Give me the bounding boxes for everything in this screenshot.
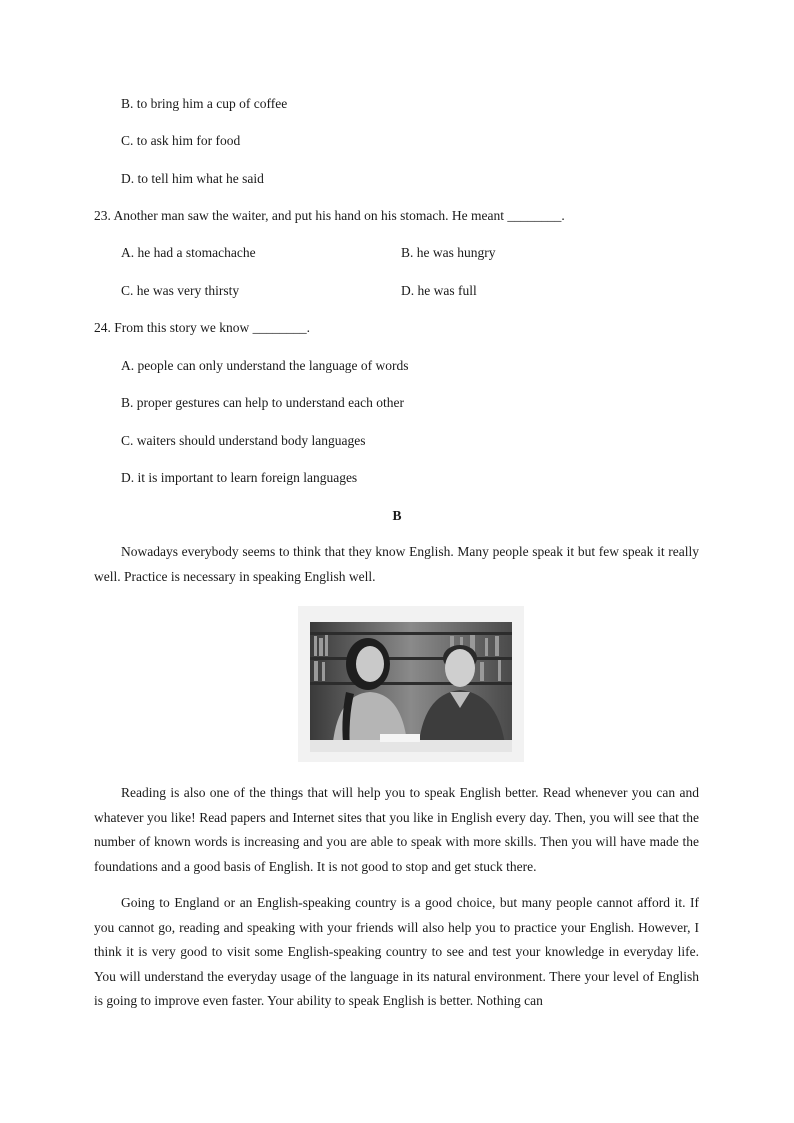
- q24-stem: 24. From this story we know ________.: [94, 320, 310, 335]
- q24-option-d: D. it is important to learn foreign languages: [121, 470, 358, 485]
- q22-option-c: C. to ask him for food: [121, 133, 241, 148]
- q24-option-b: B. proper gestures can help to understand each other: [121, 395, 405, 410]
- q24-option-c: C. waiters should understand body languages: [121, 433, 366, 448]
- passage-photo: [298, 606, 524, 762]
- passage-paragraph-2: Reading is also one of the things that will help you to speak English better. Read whenever you can and whatever you like! Read papers and Internet sites that you like in English every day. Then, you will see that the number of known words is increasing and you are able to speak with more skills. Then you will have made the foundations and a good basis of English. It is not good to stop and get stuck there.: [94, 785, 699, 874]
- section-b-heading: B: [392, 508, 402, 523]
- q23-stem: 23. Another man saw the waiter, and put his hand on his stomach. He meant ________.: [94, 208, 565, 223]
- q23-option-b: B. he was hungry: [401, 245, 496, 260]
- photo-illustration: [310, 622, 512, 752]
- q23-option-d: D. he was full: [401, 283, 477, 298]
- q23-option-a: A. he had a stomachache: [121, 245, 256, 260]
- q22-option-d: D. to tell him what he said: [121, 171, 264, 186]
- students-talking-image: [310, 622, 512, 752]
- passage-paragraph-3: Going to England or an English-speaking country is a good choice, but many people cannot afford it. If you cannot go, reading and speaking with your friends will also help you to practice your English. However, I think it is very good to visit some English-speaking country to see and test your knowledge in everyday life. You will understand the everyday usage of the language in its natural environment. There your level of English is going to improve even faster. Your ability to speak English is better. Nothing can: [94, 895, 699, 1008]
- passage-paragraph-1: Nowadays everybody seems to think that they know English. Many people speak it but few speak it really well. Practice is necessary in speaking English well.: [94, 544, 699, 584]
- q23-option-c: C. he was very thirsty: [121, 283, 240, 298]
- q22-option-b: B. to bring him a cup of coffee: [121, 96, 288, 111]
- q24-option-a: A. people can only understand the language of words: [121, 358, 409, 373]
